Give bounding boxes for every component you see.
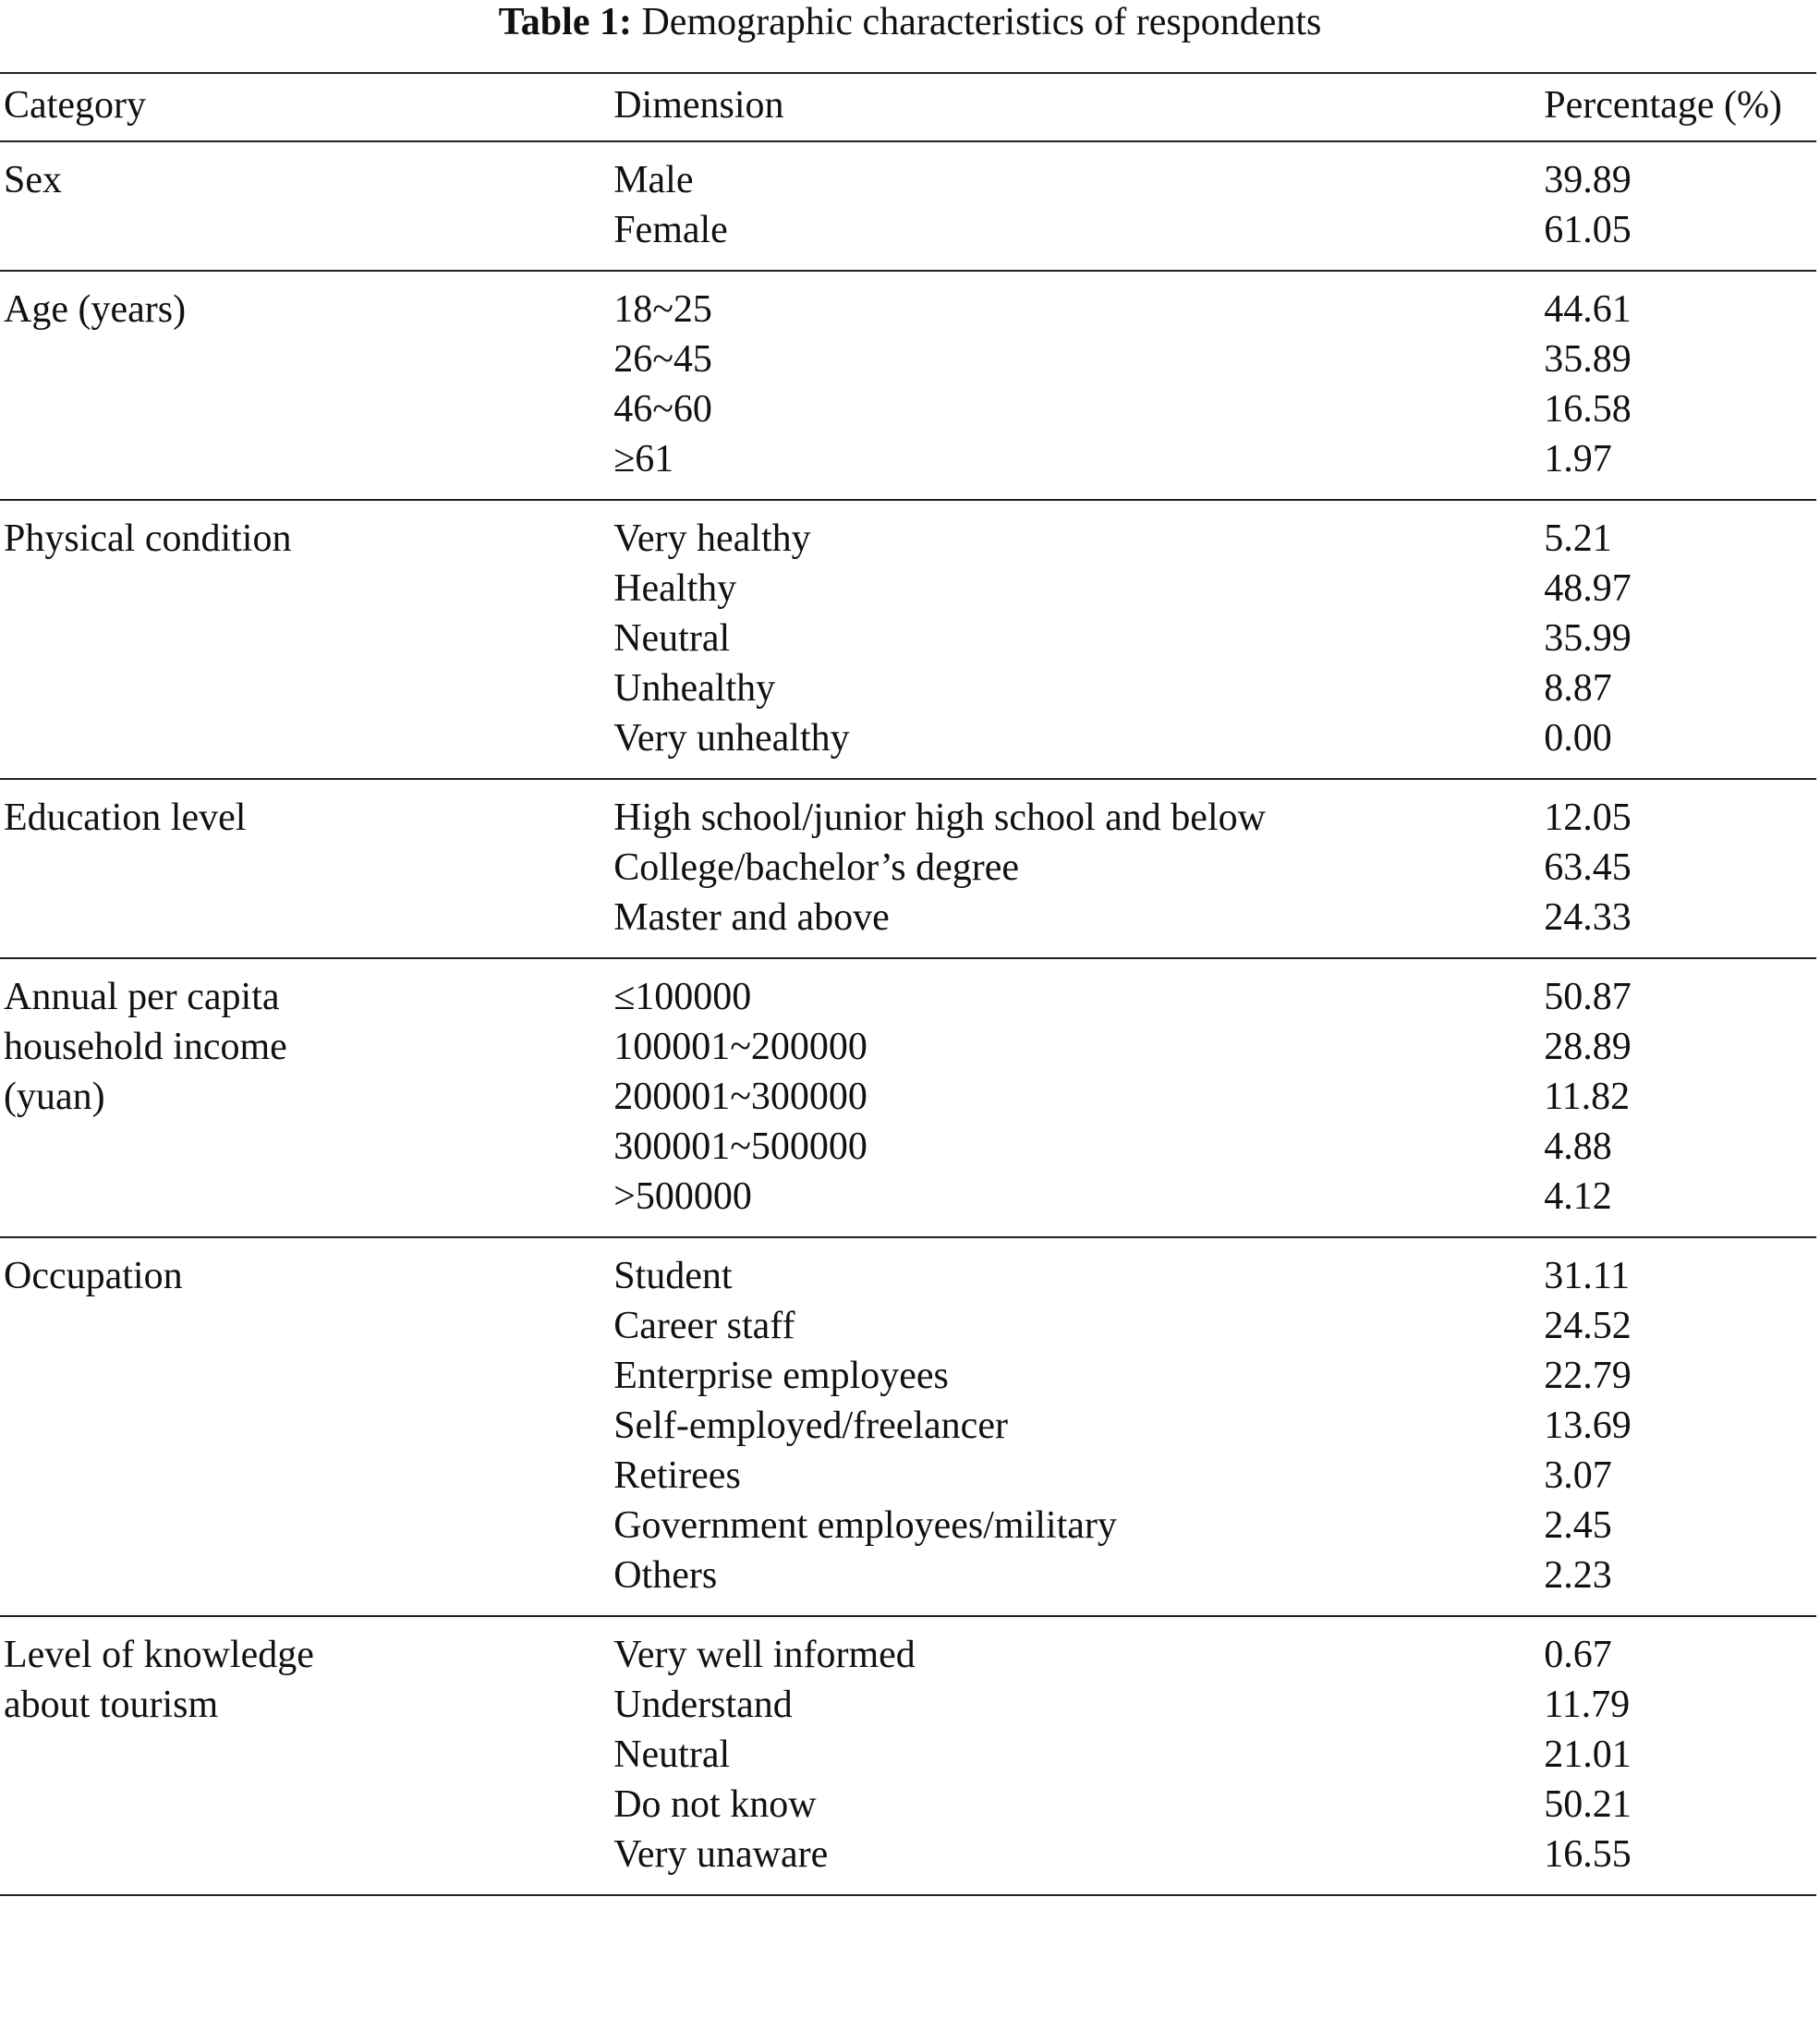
percentage-value: 0.67 <box>1544 1634 1612 1676</box>
percentage-value: 35.99 <box>1544 617 1632 660</box>
category-cell <box>0 271 610 500</box>
category-label: Education level <box>4 797 247 839</box>
percentage-cell <box>1540 958 1816 1237</box>
dimension-cell <box>610 779 1540 958</box>
dimension-value: Understand <box>613 1684 793 1726</box>
dimension-cell <box>610 271 1540 500</box>
percentage-cell <box>1540 141 1816 271</box>
table-header-row <box>0 73 1816 141</box>
dimension-value: Neutral <box>613 1733 731 1776</box>
category-label: Sex <box>4 159 62 201</box>
percentage-value: 11.82 <box>1544 1076 1631 1118</box>
percentage-value: 22.79 <box>1544 1355 1632 1397</box>
dimension-value: College/bachelor’s degree <box>613 846 1020 889</box>
percentage-value: 21.01 <box>1544 1733 1632 1776</box>
percentage-value: 2.45 <box>1544 1504 1612 1547</box>
header-percentage: Percentage (%) <box>1540 73 1816 141</box>
dimension-value: Enterprise employees <box>613 1355 949 1397</box>
percentage-cell <box>1540 1237 1816 1616</box>
category-cell <box>0 1237 610 1616</box>
category-label: about tourism <box>4 1684 219 1726</box>
dimension-cell <box>610 500 1540 779</box>
percentage-value: 24.52 <box>1544 1305 1632 1347</box>
table-caption-text: Demographic characteristics of respondents <box>641 1 1322 43</box>
table-row <box>0 141 1816 271</box>
header-dimension: Dimension <box>610 73 1540 141</box>
percentage-value: 63.45 <box>1544 846 1632 889</box>
category-label: Occupation <box>4 1255 183 1297</box>
dimension-value: Self-employed/freelancer <box>613 1405 1008 1447</box>
percentage-value: 39.89 <box>1544 159 1632 201</box>
dimension-value: Very unaware <box>613 1833 829 1876</box>
table-header <box>0 73 1816 141</box>
percentage-value: 16.55 <box>1544 1833 1632 1876</box>
percentage-value: 8.87 <box>1544 667 1612 710</box>
header-category: Category <box>0 73 610 141</box>
table-body <box>0 141 1816 1895</box>
dimension-value: Very healthy <box>613 517 811 560</box>
percentage-cell <box>1540 271 1816 500</box>
percentage-cell <box>1540 500 1816 779</box>
table-row <box>0 271 1816 500</box>
dimension-cell <box>610 141 1540 271</box>
dimension-value: Very well informed <box>613 1634 916 1676</box>
category-cell <box>0 500 610 779</box>
dimension-value: ≤100000 <box>613 976 752 1018</box>
percentage-value: 0.00 <box>1544 717 1612 760</box>
dimension-value: Healthy <box>613 567 737 610</box>
percentage-value: 44.61 <box>1544 288 1632 331</box>
dimension-value: Do not know <box>613 1783 817 1826</box>
dimension-value: Others <box>613 1554 718 1597</box>
dimension-value: 26~45 <box>613 338 712 381</box>
demographics-table <box>0 72 1816 1896</box>
dimension-value: ≥61 <box>613 438 674 480</box>
percentage-value: 50.21 <box>1544 1783 1632 1826</box>
table-row <box>0 958 1816 1237</box>
dimension-cell <box>610 1616 1540 1895</box>
percentage-value: 4.12 <box>1544 1175 1612 1218</box>
percentage-cell <box>1540 779 1816 958</box>
category-cell <box>0 141 610 271</box>
category-cell <box>0 958 610 1237</box>
dimension-cell <box>610 1237 1540 1616</box>
table-row <box>0 1616 1816 1895</box>
table-row <box>0 1237 1816 1616</box>
category-label: Level of knowledge <box>4 1634 314 1676</box>
table-row <box>0 500 1816 779</box>
percentage-value: 4.88 <box>1544 1125 1612 1168</box>
dimension-value: 18~25 <box>613 288 712 331</box>
percentage-value: 28.89 <box>1544 1026 1632 1068</box>
percentage-value: 50.87 <box>1544 976 1632 1018</box>
dimension-value: 300001~500000 <box>613 1125 868 1168</box>
percentage-cell <box>1540 1616 1816 1895</box>
dimension-value: Male <box>613 159 694 201</box>
table-caption <box>0 0 1820 48</box>
percentage-value: 61.05 <box>1544 209 1632 251</box>
dimension-value: Government employees/military <box>613 1504 1117 1547</box>
dimension-value: Student <box>613 1255 733 1297</box>
dimension-value: Master and above <box>613 896 890 939</box>
dimension-value: Retirees <box>613 1454 741 1497</box>
dimension-value: High school/junior high school and below <box>613 797 1266 839</box>
category-label: household income <box>4 1026 287 1068</box>
dimension-cell <box>610 958 1540 1237</box>
percentage-value: 24.33 <box>1544 896 1632 939</box>
table-caption-label: Table 1: <box>498 1 632 43</box>
percentage-value: 1.97 <box>1544 438 1612 480</box>
dimension-value: Unhealthy <box>613 667 776 710</box>
percentage-value: 31.11 <box>1544 1255 1631 1297</box>
dimension-value: >500000 <box>613 1175 752 1218</box>
percentage-value: 48.97 <box>1544 567 1632 610</box>
dimension-value: Female <box>613 209 728 251</box>
percentage-value: 16.58 <box>1544 388 1632 431</box>
percentage-value: 35.89 <box>1544 338 1632 381</box>
dimension-value: 46~60 <box>613 388 712 431</box>
percentage-value: 13.69 <box>1544 1405 1632 1447</box>
percentage-value: 2.23 <box>1544 1554 1612 1597</box>
dimension-value: 100001~200000 <box>613 1026 868 1068</box>
percentage-value: 3.07 <box>1544 1454 1612 1497</box>
percentage-value: 11.79 <box>1544 1684 1631 1726</box>
percentage-value: 5.21 <box>1544 517 1612 560</box>
dimension-value: 200001~300000 <box>613 1076 868 1118</box>
category-label: Annual per capita <box>4 976 280 1018</box>
dimension-value: Career staff <box>613 1305 795 1347</box>
category-label: Physical condition <box>4 517 292 560</box>
category-label: Age (years) <box>4 288 187 331</box>
dimension-value: Very unhealthy <box>613 717 850 760</box>
table-row <box>0 779 1816 958</box>
category-cell <box>0 1616 610 1895</box>
category-cell <box>0 779 610 958</box>
percentage-value: 12.05 <box>1544 797 1632 839</box>
category-label: (yuan) <box>4 1076 105 1118</box>
dimension-value: Neutral <box>613 617 731 660</box>
